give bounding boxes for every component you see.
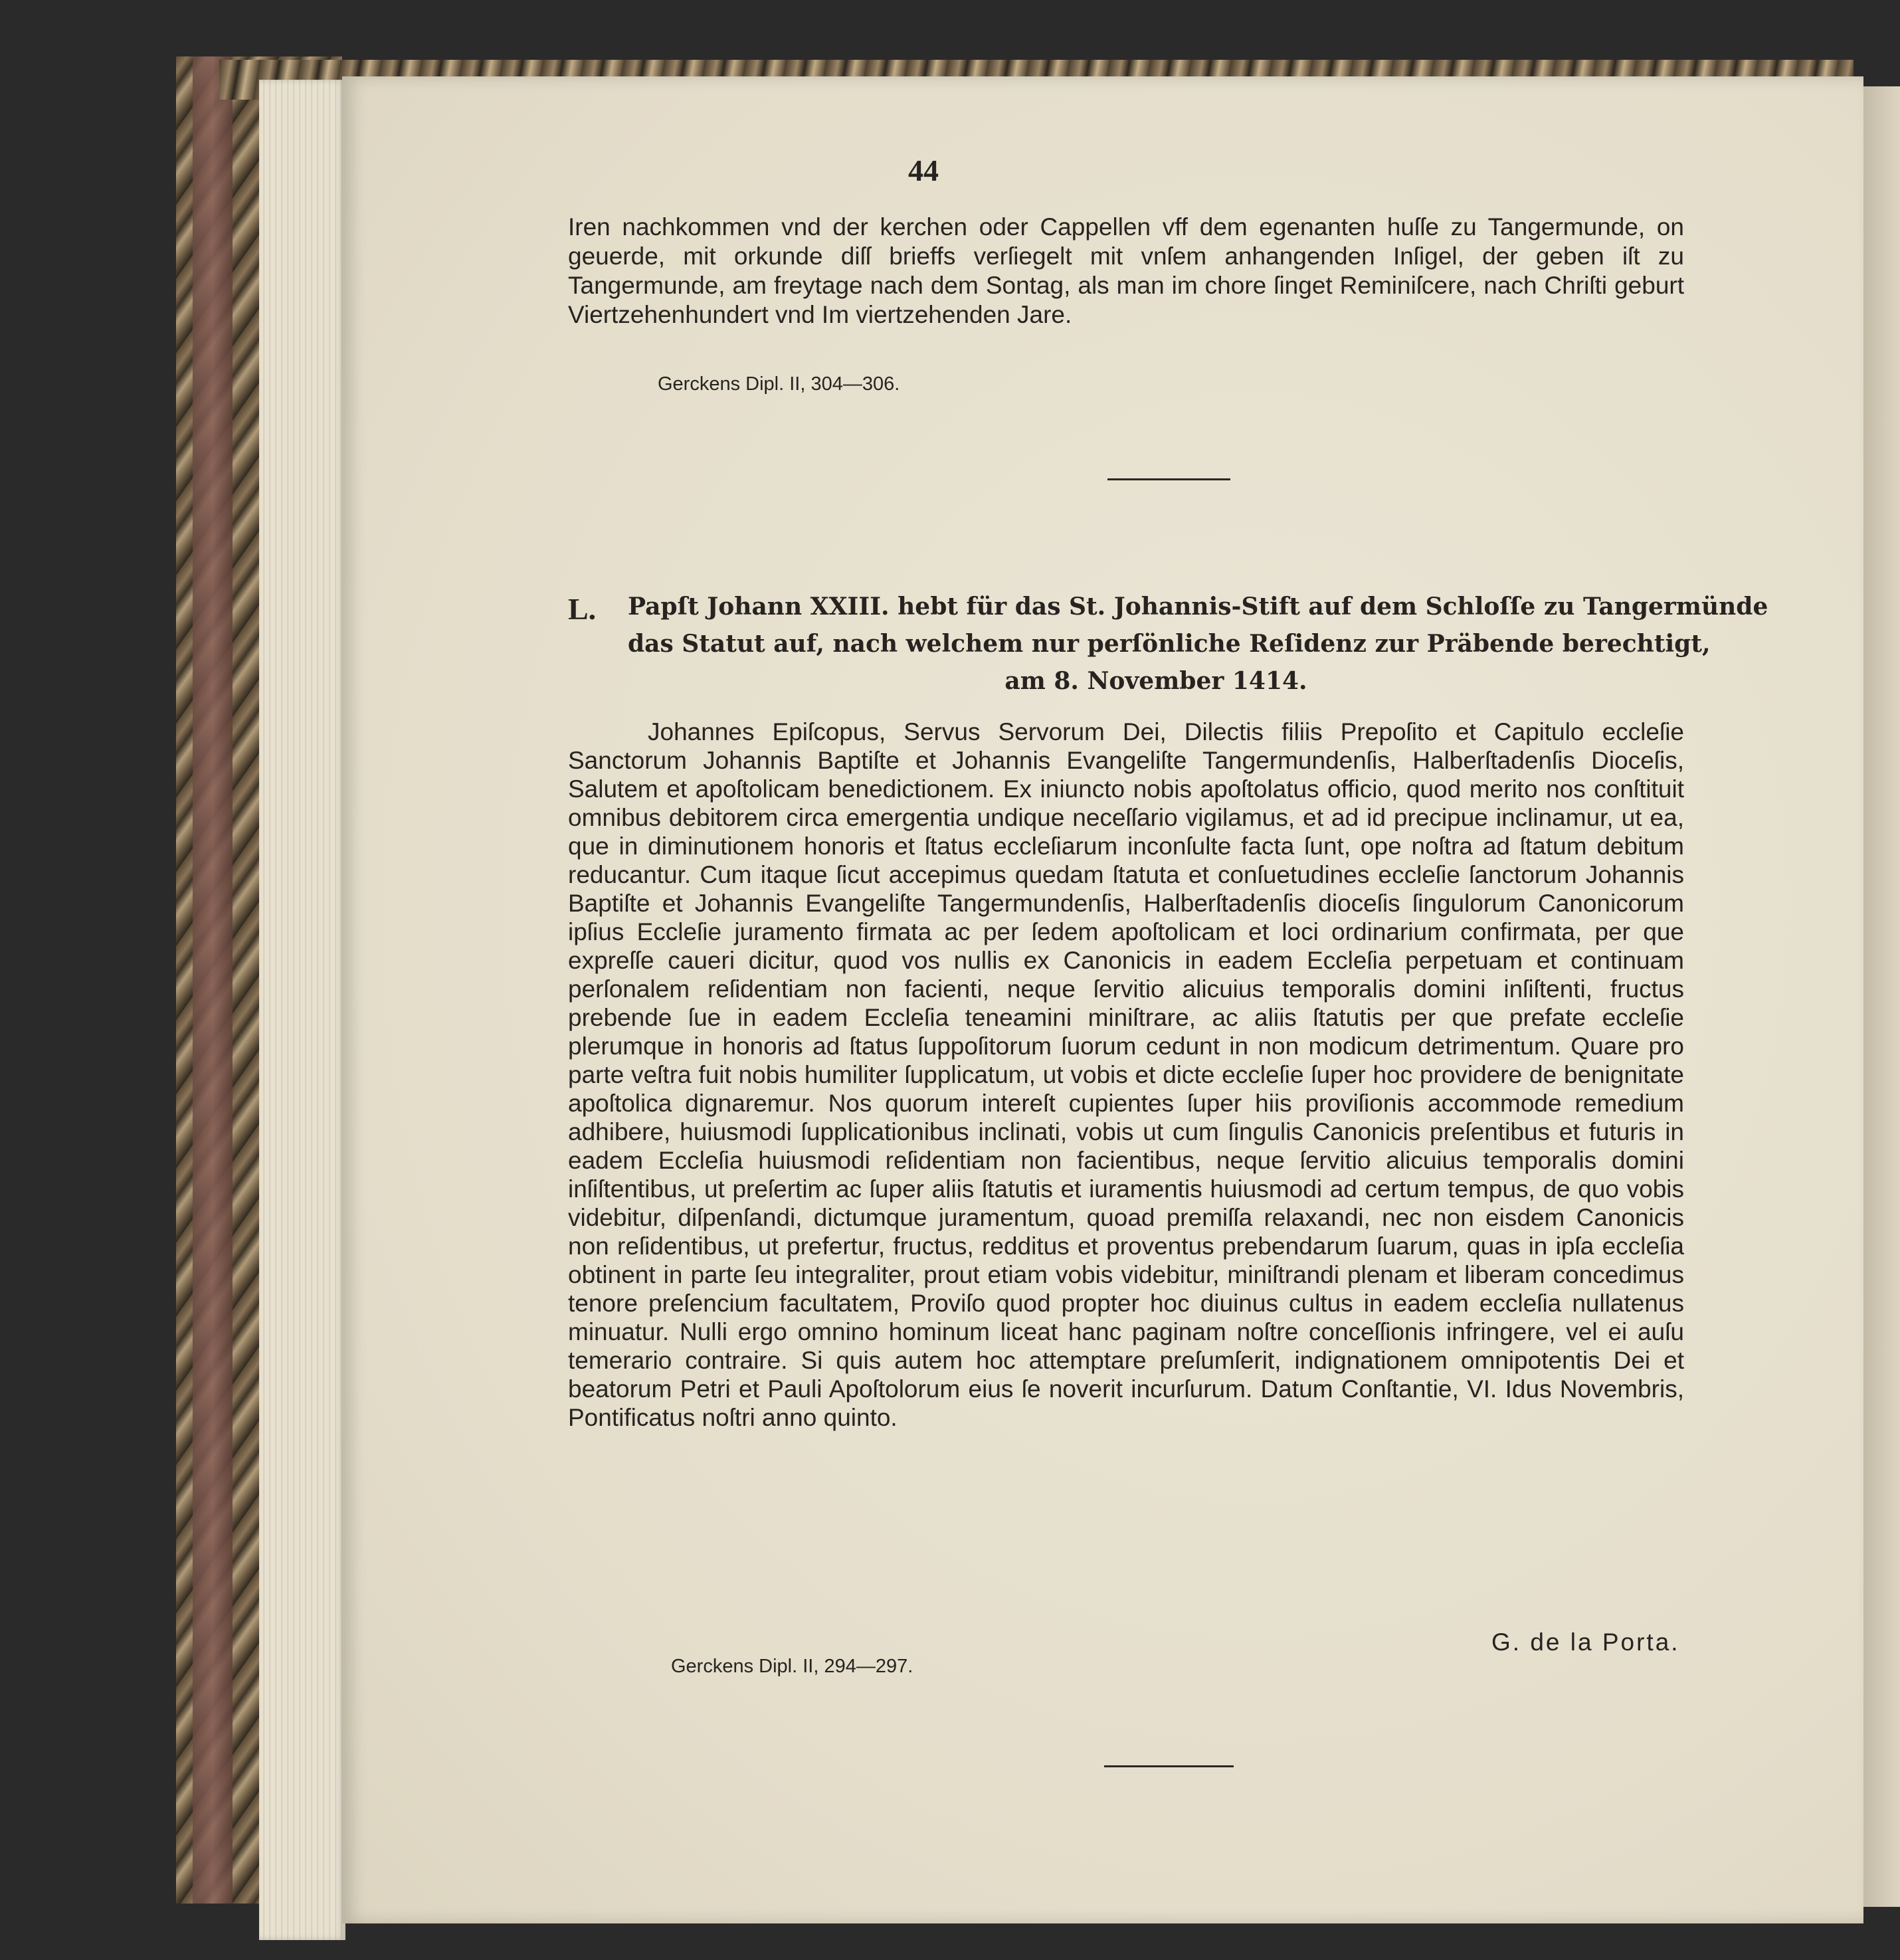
section-heading (628, 588, 1768, 700)
section-heading-line: Papſt Johann XXIII. hebt für das St. Johannis-Stift auf dem Schloſſe zu Tangermünde (628, 593, 1768, 621)
book-page (342, 76, 1863, 1923)
page-number: 44 (908, 153, 939, 187)
section-heading-line: am 8. November 1414. (1004, 667, 1307, 695)
book-spine-binding (193, 56, 233, 1904)
section-number: L. (568, 592, 597, 626)
source-citation: Gerckens Dipl. II, 304—306. (658, 373, 900, 395)
section-heading-line: das Statut auf, nach welchem nur perſönliche Reſidenz zur Präbende berechtigt, (628, 630, 1711, 658)
source-citation: Gerckens Dipl. II, 294—297. (671, 1656, 913, 1677)
section-divider (1107, 478, 1230, 480)
end-divider (1104, 1765, 1234, 1767)
papal-bull-text: Johannes Epiſcopus, Servus Servorum Dei, Dilectis filiis Prepoſito et Capitulo eccleſie Sanctorum Johannis Baptiſte et Johannis Evangeliſte Tangermundenſis, Halberſtadenſis Dioceſis, Salutem et apoſtolicam benedictionem. Ex iniuncto nobis apoſtolatus officio, quod merito nos conſtituit omnibus debitorem circa emergentia undique neceſſario vigilamus, et ad id precipue inclinamur, ut ea, que in diminutionem honoris et ſtatus eccleſiarum inconſulte facta ſunt, ope noſtra ad ſtatum debitum reducantur. Cum itaque ſicut accepimus quedam ſtatuta et conſuetudines eccleſie ſanctorum Johannis Baptiſte et Johannis Evangeliſte Tangermundenſis, Halberſtadenſis dioceſis ſingulorum Canonicorum ipſius Eccleſie juramento firmata ac per ſedem apoſtolicam et loci ordinarium confirmata, per que expreſſe caueri dicitur, quod vos nullis ex Canonicis in eadem Eccleſia perpetuam et continuam perſonalem reſidentiam non facienti, neque ſervitio alicuius temporalis domini inſiſtenti, fructus prebende ſue in eadem Eccleſia teneamini miniſtrare, ac aliis ſtatutis per que prefate eccleſie plerumque in honoris ad ſtatus ſuppoſitorum ſuorum cedunt in non modicum detrimentum. Quare pro parte veſtra fuit nobis humiliter ſupplicatum, ut vobis et dicte eccleſie ſuper hoc providere de benignitate apoſtolica dignaremur. Nos quorum intereſt cupientes ſuper hiis proviſionis accommode remedium adhibere, huiusmodi ſupplicationibus inclinati, vobis ut cum ſingulis Canonicis preſentibus et futuris in eadem Eccleſia huiusmodi reſidentiam non facientibus, neque ſervitio alicuius temporalis domini inſiſtentibus, ut preſertim ac ſuper aliis ſtatutis et iuramentis huiusmodi ad certum tempus, de quo vobis videbitur, diſpenſandi, dictumque juramentum, quoad premiſſa relaxandi, nec non eisdem Canonicis non reſidentibus, ut prefertur, fructus, redditus et proventus prebendarum ſuarum, quas in ipſa eccleſia obtinent in parte ſeu integraliter, prout etiam vobis videbitur, miniſtrandi plenam et liberam concedimus tenore preſencium facultatem, Proviſo quod propter hoc diuinus cultus in eadem eccleſia nullatenus minuatur. Nulli ergo omnino hominum liceat hanc paginam noſtre conceſſionis infringere, vel ei auſu temerario contraire. Si quis autem hoc attemptare preſumſerit, indignationem omnipotentis Dei et beatorum Petri et Pauli Apoſtolorum eius ſe noverit incurſurum. Datum Conſtantie, VI. Idus Novembris, Pontificatus noſtri anno quinto. (568, 718, 1684, 1431)
signature: G. de la Porta. (1491, 1628, 1680, 1656)
book-page-edges (259, 80, 345, 1940)
intro-paragraph: Iren nachkommen vnd der kerchen oder Cappellen vff dem egenanten huſſe zu Tangermunde, on geuerde, mit orkunde diſſ brieffs verſiegelt mit vnſem anhangenden Inſigel, der geben iſt zu Tangermunde, am freytage nach dem Sontag, als man im chore ſinget Reminiſcere, nach Chriſti geburt Viertzehenhundert vnd Im viertzehenden Jare. (568, 213, 1684, 328)
